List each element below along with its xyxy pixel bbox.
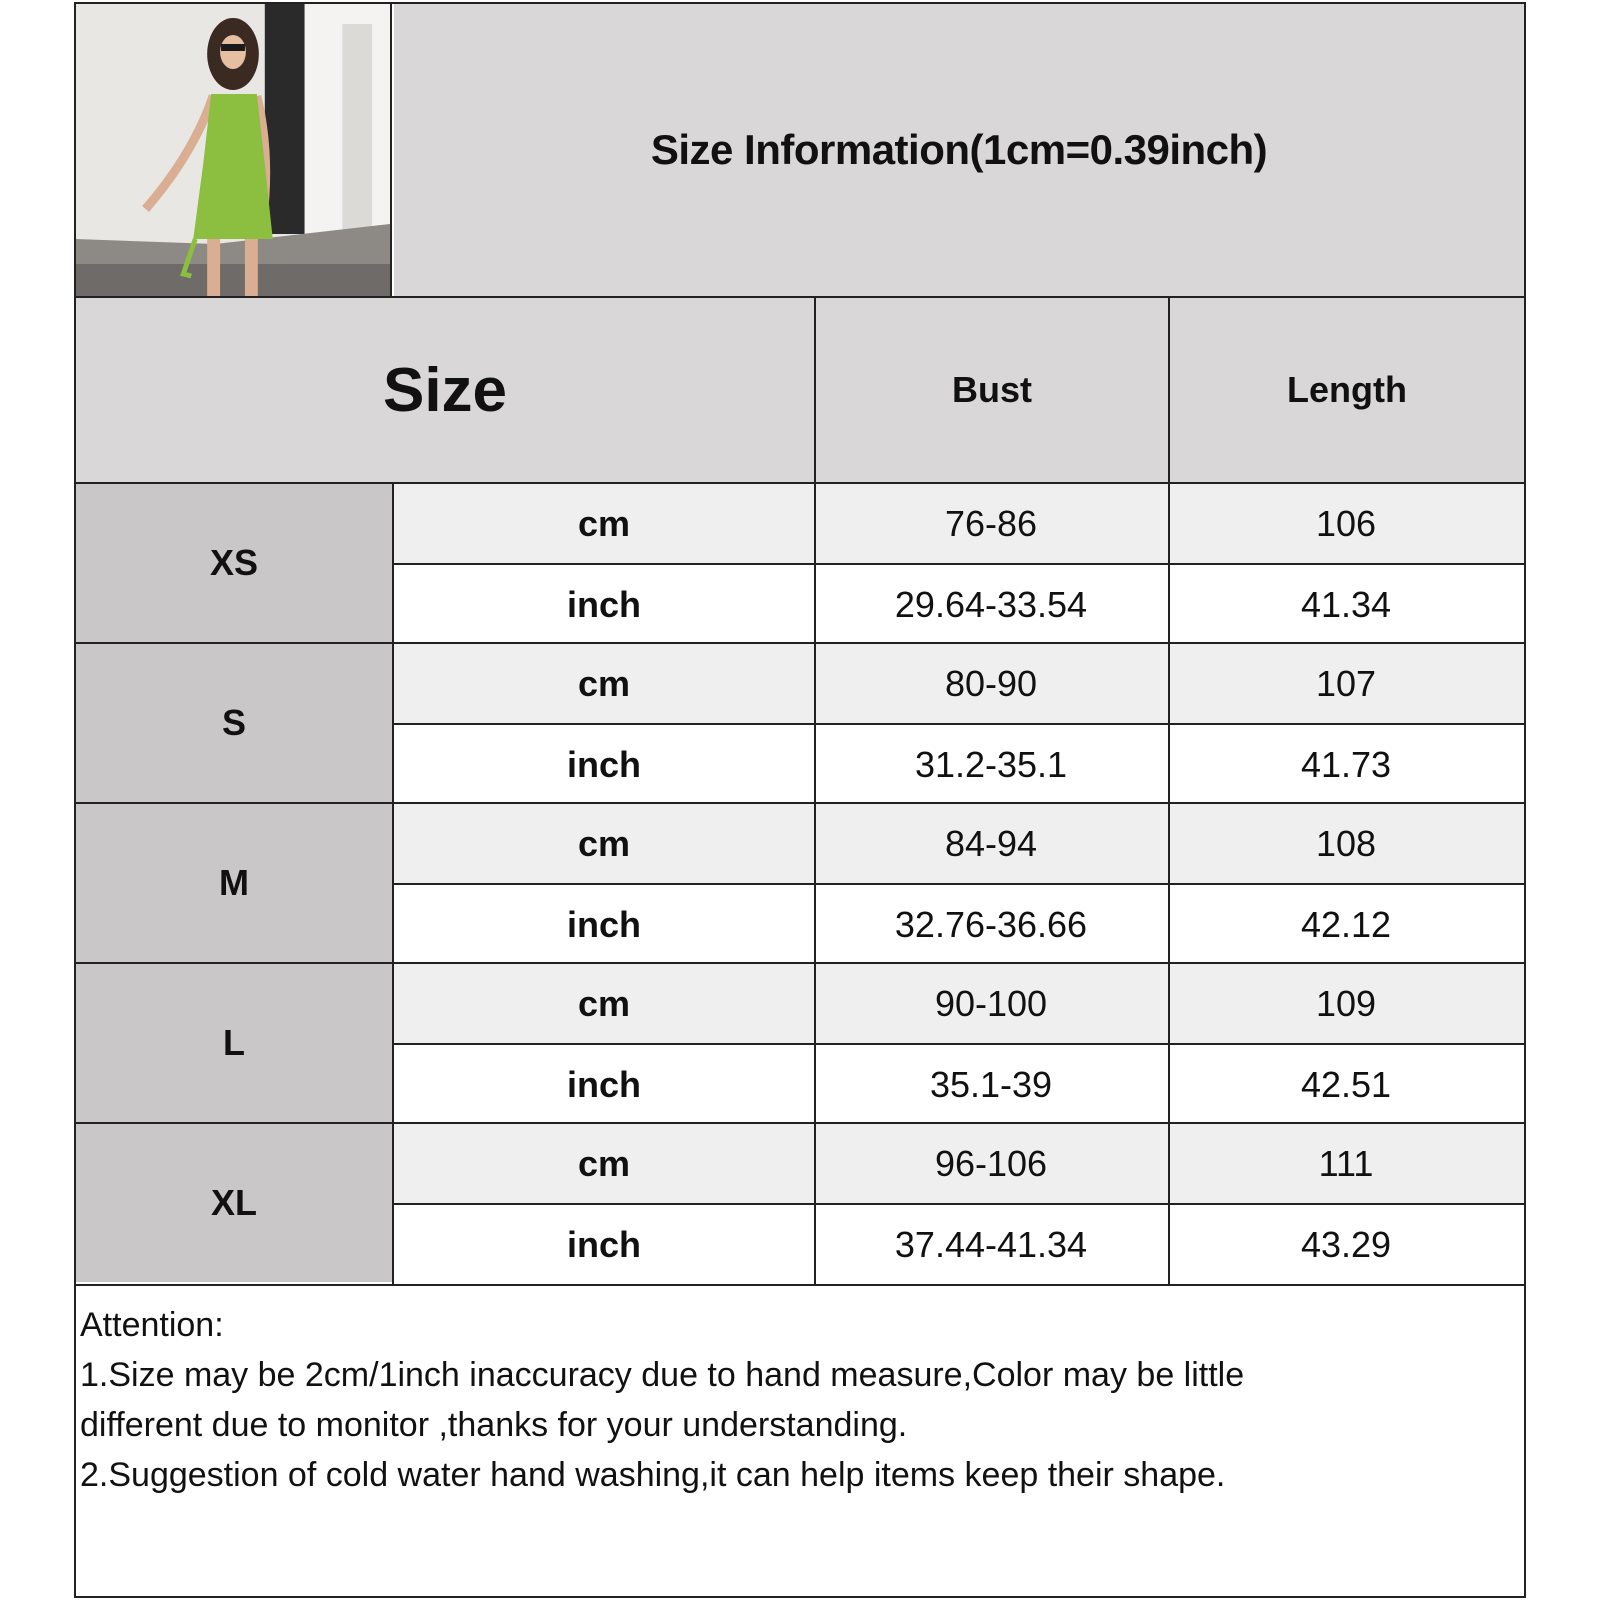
length-cell: 108	[1315, 822, 1377, 864]
header-bust: Bust	[816, 298, 1168, 482]
length-cell: 42.51	[1300, 1063, 1392, 1105]
unit-cell: inch	[566, 903, 641, 945]
table-row	[394, 1205, 1524, 1284]
table-row	[394, 885, 1524, 964]
divider	[76, 962, 1524, 964]
divider	[76, 482, 1524, 484]
notes-line: 1.Size may be 2cm/1inch inaccuracy due to hand measure,Color may be little	[80, 1356, 1245, 1394]
unit-cell: cm	[577, 502, 631, 544]
chart-title: Size Information(1cm=0.39inch)	[650, 126, 1268, 173]
length-cell: 41.34	[1300, 583, 1392, 625]
table-row	[394, 644, 1524, 723]
header-length: Length	[1170, 298, 1524, 482]
table-row	[394, 1124, 1524, 1203]
divider	[1168, 296, 1170, 1284]
size-label-m: M	[76, 804, 392, 962]
length-cell: 111	[1318, 1142, 1374, 1184]
unit-cell: inch	[566, 1063, 641, 1105]
attention-notes	[80, 1300, 1510, 1500]
divider	[392, 1203, 1524, 1205]
bust-cell: 90-100	[934, 982, 1048, 1024]
unit-cell: inch	[566, 583, 641, 625]
length-cell: 107	[1315, 662, 1377, 704]
table-row	[394, 484, 1524, 563]
length-cell: 109	[1315, 982, 1377, 1024]
unit-cell: cm	[577, 982, 631, 1024]
divider	[76, 642, 1524, 644]
unit-cell: cm	[577, 1142, 631, 1184]
divider	[76, 1122, 1524, 1124]
unit-cell: cm	[577, 822, 631, 864]
bust-cell: 37.44-41.34	[894, 1223, 1088, 1265]
length-cell: 43.29	[1300, 1223, 1392, 1265]
table-row	[394, 964, 1524, 1043]
size-label-xs: XS	[76, 484, 392, 642]
bust-cell: 76-86	[944, 502, 1038, 544]
size-label-s: S	[76, 644, 392, 802]
bust-cell: 31.2-35.1	[914, 743, 1068, 785]
chart-title-cell	[394, 4, 1524, 296]
divider	[392, 883, 1524, 885]
table-row	[394, 804, 1524, 883]
notes-line: 2.Suggestion of cold water hand washing,it can help items keep their shape.	[80, 1456, 1226, 1494]
bust-cell: 84-94	[944, 822, 1038, 864]
size-label-l: L	[76, 964, 392, 1122]
bust-cell: 29.64-33.54	[894, 583, 1088, 625]
divider	[392, 723, 1524, 725]
header-size: Size	[76, 298, 814, 482]
divider	[392, 563, 1524, 565]
unit-cell: inch	[566, 1223, 641, 1265]
size-label-xl: XL	[76, 1124, 392, 1282]
table-row	[394, 1045, 1524, 1124]
product-photo	[76, 4, 392, 296]
divider	[76, 802, 1524, 804]
table-row	[394, 725, 1524, 804]
divider	[814, 296, 816, 1284]
length-cell: 106	[1315, 502, 1377, 544]
notes-line: different due to monitor ,thanks for your understanding.	[80, 1406, 908, 1444]
length-cell: 42.12	[1300, 903, 1392, 945]
divider	[392, 482, 394, 1284]
divider	[392, 1043, 1524, 1045]
length-cell: 41.73	[1300, 743, 1392, 785]
divider	[76, 296, 1524, 298]
notes-heading: Attention:	[80, 1306, 224, 1344]
unit-cell: cm	[577, 662, 631, 704]
divider	[76, 1284, 1524, 1286]
bust-cell: 96-106	[934, 1142, 1048, 1184]
table-row	[394, 565, 1524, 644]
bust-cell: 32.76-36.66	[894, 903, 1088, 945]
unit-cell: inch	[566, 743, 641, 785]
bust-cell: 80-90	[944, 662, 1038, 704]
bust-cell: 35.1-39	[929, 1063, 1053, 1105]
